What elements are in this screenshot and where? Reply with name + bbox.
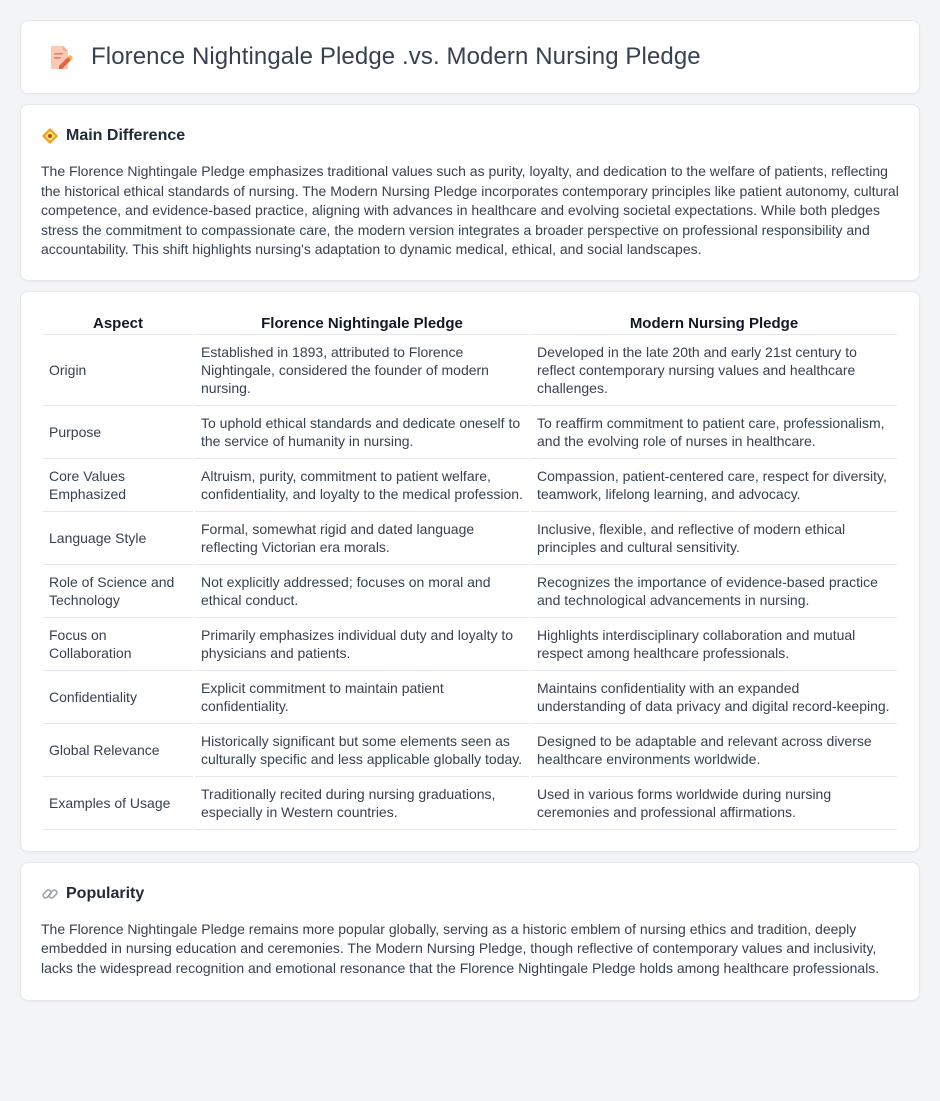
table-row (43, 459, 897, 512)
modern-cell: Highlights interdisciplinary collaboration and mutual respect among healthcare professionals. (531, 618, 897, 671)
table-row (43, 565, 897, 618)
comparison-table (41, 312, 899, 830)
aspect-cell: Origin (43, 335, 193, 406)
aspect-cell: Language Style (43, 512, 193, 565)
florence-cell: Explicit commitment to maintain patient confidentiality. (195, 671, 529, 724)
aspect-cell: Role of Science and Technology (43, 565, 193, 618)
main-difference-title: Main Difference (66, 127, 186, 144)
header-modern: Modern Nursing Pledge (531, 312, 897, 335)
aspect-cell: Examples of Usage (43, 777, 193, 830)
diamond-sparkle-icon (41, 127, 59, 145)
popularity-section (20, 862, 920, 1002)
florence-cell: Formal, somewhat rigid and dated language reflecting Victorian era morals. (195, 512, 529, 565)
header-aspect: Aspect (43, 312, 193, 335)
florence-cell: Traditionally recited during nursing graduations, especially in Western countries. (195, 777, 529, 830)
modern-cell: Developed in the late 20th and early 21st century to reflect contemporary nursing values and healthcare challenges. (531, 335, 897, 406)
popularity-heading (41, 885, 899, 903)
main-difference-heading (41, 127, 899, 145)
table-row (43, 335, 897, 406)
aspect-cell: Purpose (43, 406, 193, 459)
modern-cell: Used in various forms worldwide during nursing ceremonies and professional affirmations. (531, 777, 897, 830)
popularity-text: The Florence Nightingale Pledge remains more popular globally, serving as a historic emblem of nursing ethics and tradition, deeply embedded in nursing education and ceremonies. The Modern Nursing Pledge, though reflective of contemporary values and inclusivity, lacks the widespread recognition and emotional resonance that the Florence Nightingale Pledge holds among healthcare professionals. (41, 920, 880, 976)
main-difference-section (20, 104, 920, 281)
table-row (43, 724, 897, 777)
header-florence: Florence Nightingale Pledge (195, 312, 529, 335)
table-row (43, 406, 897, 459)
florence-cell: Not explicitly addressed; focuses on moral and ethical conduct. (195, 565, 529, 618)
modern-cell: Maintains confidentiality with an expanded understanding of data privacy and digital record-keeping. (531, 671, 897, 724)
modern-cell: Inclusive, flexible, and reflective of modern ethical principles and cultural sensitivity. (531, 512, 897, 565)
aspect-cell: Focus on Collaboration (43, 618, 193, 671)
main-difference-text: The Florence Nightingale Pledge emphasizes traditional values such as purity, loyalty, and dedication to the welfare of patients, reflecting the historical ethical standards of nursing. The Modern Nursing Pledge incorporates contemporary principles like patient autonomy, cultural competence, and evidence-based practice, aligning with advances in healthcare and evolving societal expectations. While both pledges stress the commitment to compassionate care, the modern version integrates a broader perspective on professional responsibility and accountability. This shift highlights nursing's adaptation to dynamic medical, ethical, and social landscapes. (41, 163, 899, 257)
modern-cell: Recognizes the importance of evidence-based practice and technological advancements in nursing. (531, 565, 897, 618)
modern-cell: Compassion, patient-centered care, respect for diversity, teamwork, lifelong learning, and advocacy. (531, 459, 897, 512)
comparison-table-card (20, 291, 920, 852)
table-row (43, 777, 897, 830)
link-icon (41, 885, 59, 903)
aspect-cell: Global Relevance (43, 724, 193, 777)
table-header-row (43, 312, 897, 335)
florence-cell: Primarily emphasizes individual duty and loyalty to physicians and patients. (195, 618, 529, 671)
florence-cell: Altruism, purity, commitment to patient welfare, confidentiality, and loyalty to the medical profession. (195, 459, 529, 512)
document-pencil-icon (45, 42, 75, 72)
table-row (43, 671, 897, 724)
florence-cell: Historically significant but some elements seen as culturally specific and less applicable globally today. (195, 724, 529, 777)
modern-cell: Designed to be adaptable and relevant across diverse healthcare environments worldwide. (531, 724, 897, 777)
aspect-cell: Confidentiality (43, 671, 193, 724)
header-card (20, 20, 920, 94)
florence-cell: Established in 1893, attributed to Florence Nightingale, considered the founder of modern nursing. (195, 335, 529, 406)
table-row (43, 512, 897, 565)
table-row (43, 618, 897, 671)
florence-cell: To uphold ethical standards and dedicate oneself to the service of humanity in nursing. (195, 406, 529, 459)
page-title: Florence Nightingale Pledge .vs. Modern Nursing Pledge (91, 43, 701, 70)
aspect-cell: Core Values Emphasized (43, 459, 193, 512)
popularity-title: Popularity (66, 884, 145, 902)
modern-cell: To reaffirm commitment to patient care, professionalism, and the evolving role of nurses in healthcare. (531, 406, 897, 459)
